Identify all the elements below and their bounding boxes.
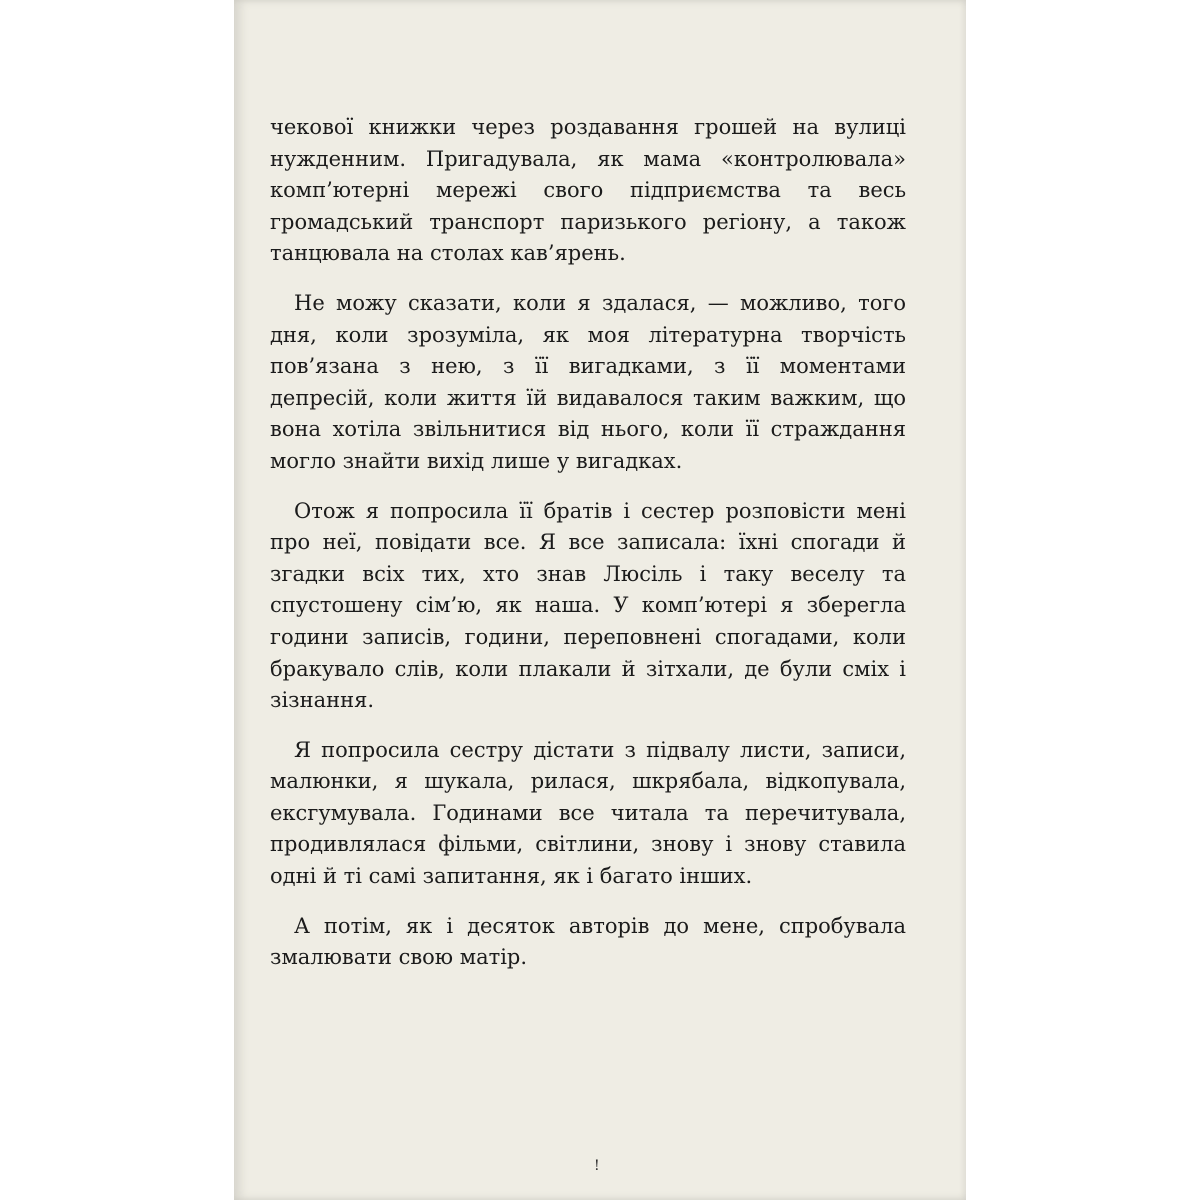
paragraph-5: А потім, як і десяток авторів до мене, спробувала змалювати свою матір. xyxy=(270,913,906,970)
paragraph-2: Не можу сказати, коли я здалася, — можливо, того дня, коли зрозуміла, як моя літературна творчість пов’язана з нею, з її вигадками, з її моментами депресій, коли життя їй видавалося таким важким, що вона хотіла звільнитися від нього, коли її страждання могло знайти вихід лише у вигадках. xyxy=(270,290,906,473)
paragraph-3: Отож я попросила її братів і сестер розповісти мені про неї, повідати все. Я все записала: їхні спогади й згадки всіх тих, хто знав Люсіль і таку веселу та спустошену сім’ю, як наша. У комп’ютері я зберегла години записів, години, переповнені спогадами, коли бракувало слів, коли плакали й зітхали, де були сміх і зізнання. xyxy=(270,498,906,713)
paragraph-4: Я попросила сестру дістати з підвалу листи, записи, малюнки, я шукала, рилася, шкрябала, відкопувала, ексгумувала. Годинами все читала та перечитувала, продивлялася фільми, світлини, знову і знову ставила одні й ті самі запитання, як і багато інших. xyxy=(270,737,906,889)
paragraph-1: чекової книжки через роздавання грошей на вулиці нужденним. Пригадувала, як мама «контролювала» комп’ютерні мережі свого підприємства та весь громадський транспорт паризького регіону, а також танцювала на столах кав’ярень. xyxy=(270,115,906,266)
book-page xyxy=(234,0,966,1200)
body-text xyxy=(270,112,906,974)
page-mark: ! xyxy=(594,1158,600,1174)
